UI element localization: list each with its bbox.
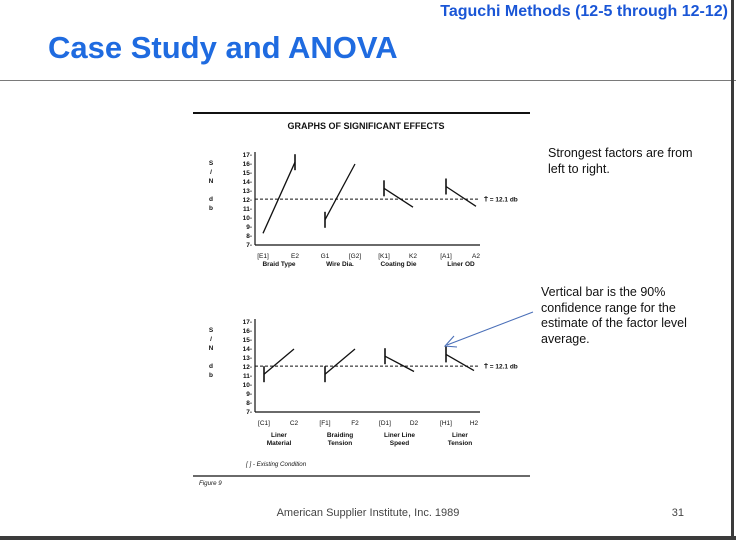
factor-name: Liner OD	[447, 261, 475, 268]
level-label: F2	[351, 420, 359, 427]
level-label: [A1]	[440, 253, 452, 260]
y-tick-label: 11-	[242, 373, 252, 381]
y-axis-label-char: d	[209, 363, 213, 370]
factor-name: Liner Tension	[447, 432, 473, 447]
y-tick-label: 14-	[242, 346, 252, 354]
effect-line	[446, 354, 474, 370]
level-label: [K1]	[378, 253, 390, 260]
level-label: H2	[469, 420, 479, 427]
factor-name: Liner Line Speed	[383, 432, 416, 447]
mean-label: T̄ = 12.1 db	[484, 196, 518, 204]
strongest-factors-note: Strongest factors are from left to right.	[548, 146, 693, 176]
level-label: D2	[409, 420, 419, 427]
y-tick-label: 10-	[242, 215, 252, 223]
y-tick-label: 15-	[242, 337, 252, 345]
factor-name: Coating Die	[380, 261, 417, 268]
y-tick-label: 9-	[246, 224, 252, 232]
level-label: [C1]	[258, 420, 270, 427]
slide-title: Case Study and ANOVA	[48, 30, 398, 65]
level-label: [G2]	[348, 253, 362, 260]
y-tick-label: 13-	[242, 188, 252, 196]
effect-line	[446, 187, 476, 207]
slide-footer: American Supplier Institute, Inc. 1989	[276, 507, 460, 519]
y-axis-label-char: b	[209, 372, 213, 379]
y-tick-label: 12-	[242, 364, 252, 372]
y-tick-label: 12-	[242, 197, 252, 205]
effect-line	[384, 188, 413, 207]
effect-line	[263, 162, 295, 233]
factor-name: Liner Material	[266, 432, 292, 447]
figure-heading: GRAPHS OF SIGNIFICANT EFFECTS	[287, 121, 445, 131]
effect-line	[264, 349, 294, 374]
y-axis-label-char: b	[209, 205, 213, 212]
figure-caption: Figure 9	[199, 480, 222, 487]
effect-line	[385, 356, 414, 371]
y-axis-label-char: /	[210, 169, 212, 176]
mean-label: T̄ = 12.1 db	[484, 363, 518, 371]
factor-name: Wire Dia.	[326, 261, 354, 268]
level-label: E2	[291, 253, 299, 260]
level-label: C2	[289, 420, 299, 427]
window-frame-bottom	[0, 536, 736, 540]
level-label: [E1]	[257, 253, 269, 260]
y-tick-label: 14-	[242, 179, 252, 187]
y-tick-label: 16-	[242, 328, 252, 336]
y-axis-label-char: d	[209, 196, 213, 203]
window-frame-right	[731, 0, 734, 540]
y-axis-label-char: S	[208, 327, 214, 334]
level-label: A2	[472, 253, 480, 260]
level-label: K2	[409, 253, 417, 260]
y-tick-label: 8-	[246, 233, 252, 241]
y-tick-label: 16-	[242, 161, 252, 169]
effect-plots	[209, 152, 518, 447]
y-tick-label: 11-	[242, 206, 252, 214]
level-label: [F1]	[319, 420, 331, 427]
y-tick-label: 17-	[242, 319, 252, 327]
y-tick-label: 10-	[242, 382, 252, 390]
page-number: 31	[671, 507, 684, 519]
factor-name: Braiding Tension	[326, 432, 354, 447]
y-axis-label-char: S	[208, 160, 214, 167]
y-axis-label-char: /	[210, 336, 212, 343]
slide-topic: Taguchi Methods (12-5 through 12-12)	[440, 3, 728, 20]
y-tick-label: 15-	[242, 170, 252, 178]
note-arrow-line	[447, 312, 533, 345]
y-tick-label: 17-	[242, 152, 252, 160]
y-tick-label: 13-	[242, 355, 252, 363]
factor-name: Braid Type	[262, 261, 296, 268]
vertical-bar-note: Vertical bar is the 90% confidence range for the estimate of the factor level average.	[541, 285, 687, 346]
level-label: [H1]	[440, 420, 452, 427]
existing-condition-legend: [ ] - Existing Condition	[246, 461, 307, 468]
level-label: [D1]	[379, 420, 391, 427]
effect-line	[325, 349, 355, 374]
y-axis-label-char: N	[208, 178, 214, 185]
y-axis-label-char: N	[208, 345, 214, 352]
effect-line	[325, 164, 355, 220]
level-label: G1	[320, 253, 330, 260]
y-tick-label: 7-	[246, 242, 252, 250]
y-tick-label: 8-	[246, 400, 252, 408]
y-tick-label: 9-	[246, 391, 252, 399]
y-tick-label: 7-	[246, 409, 252, 417]
